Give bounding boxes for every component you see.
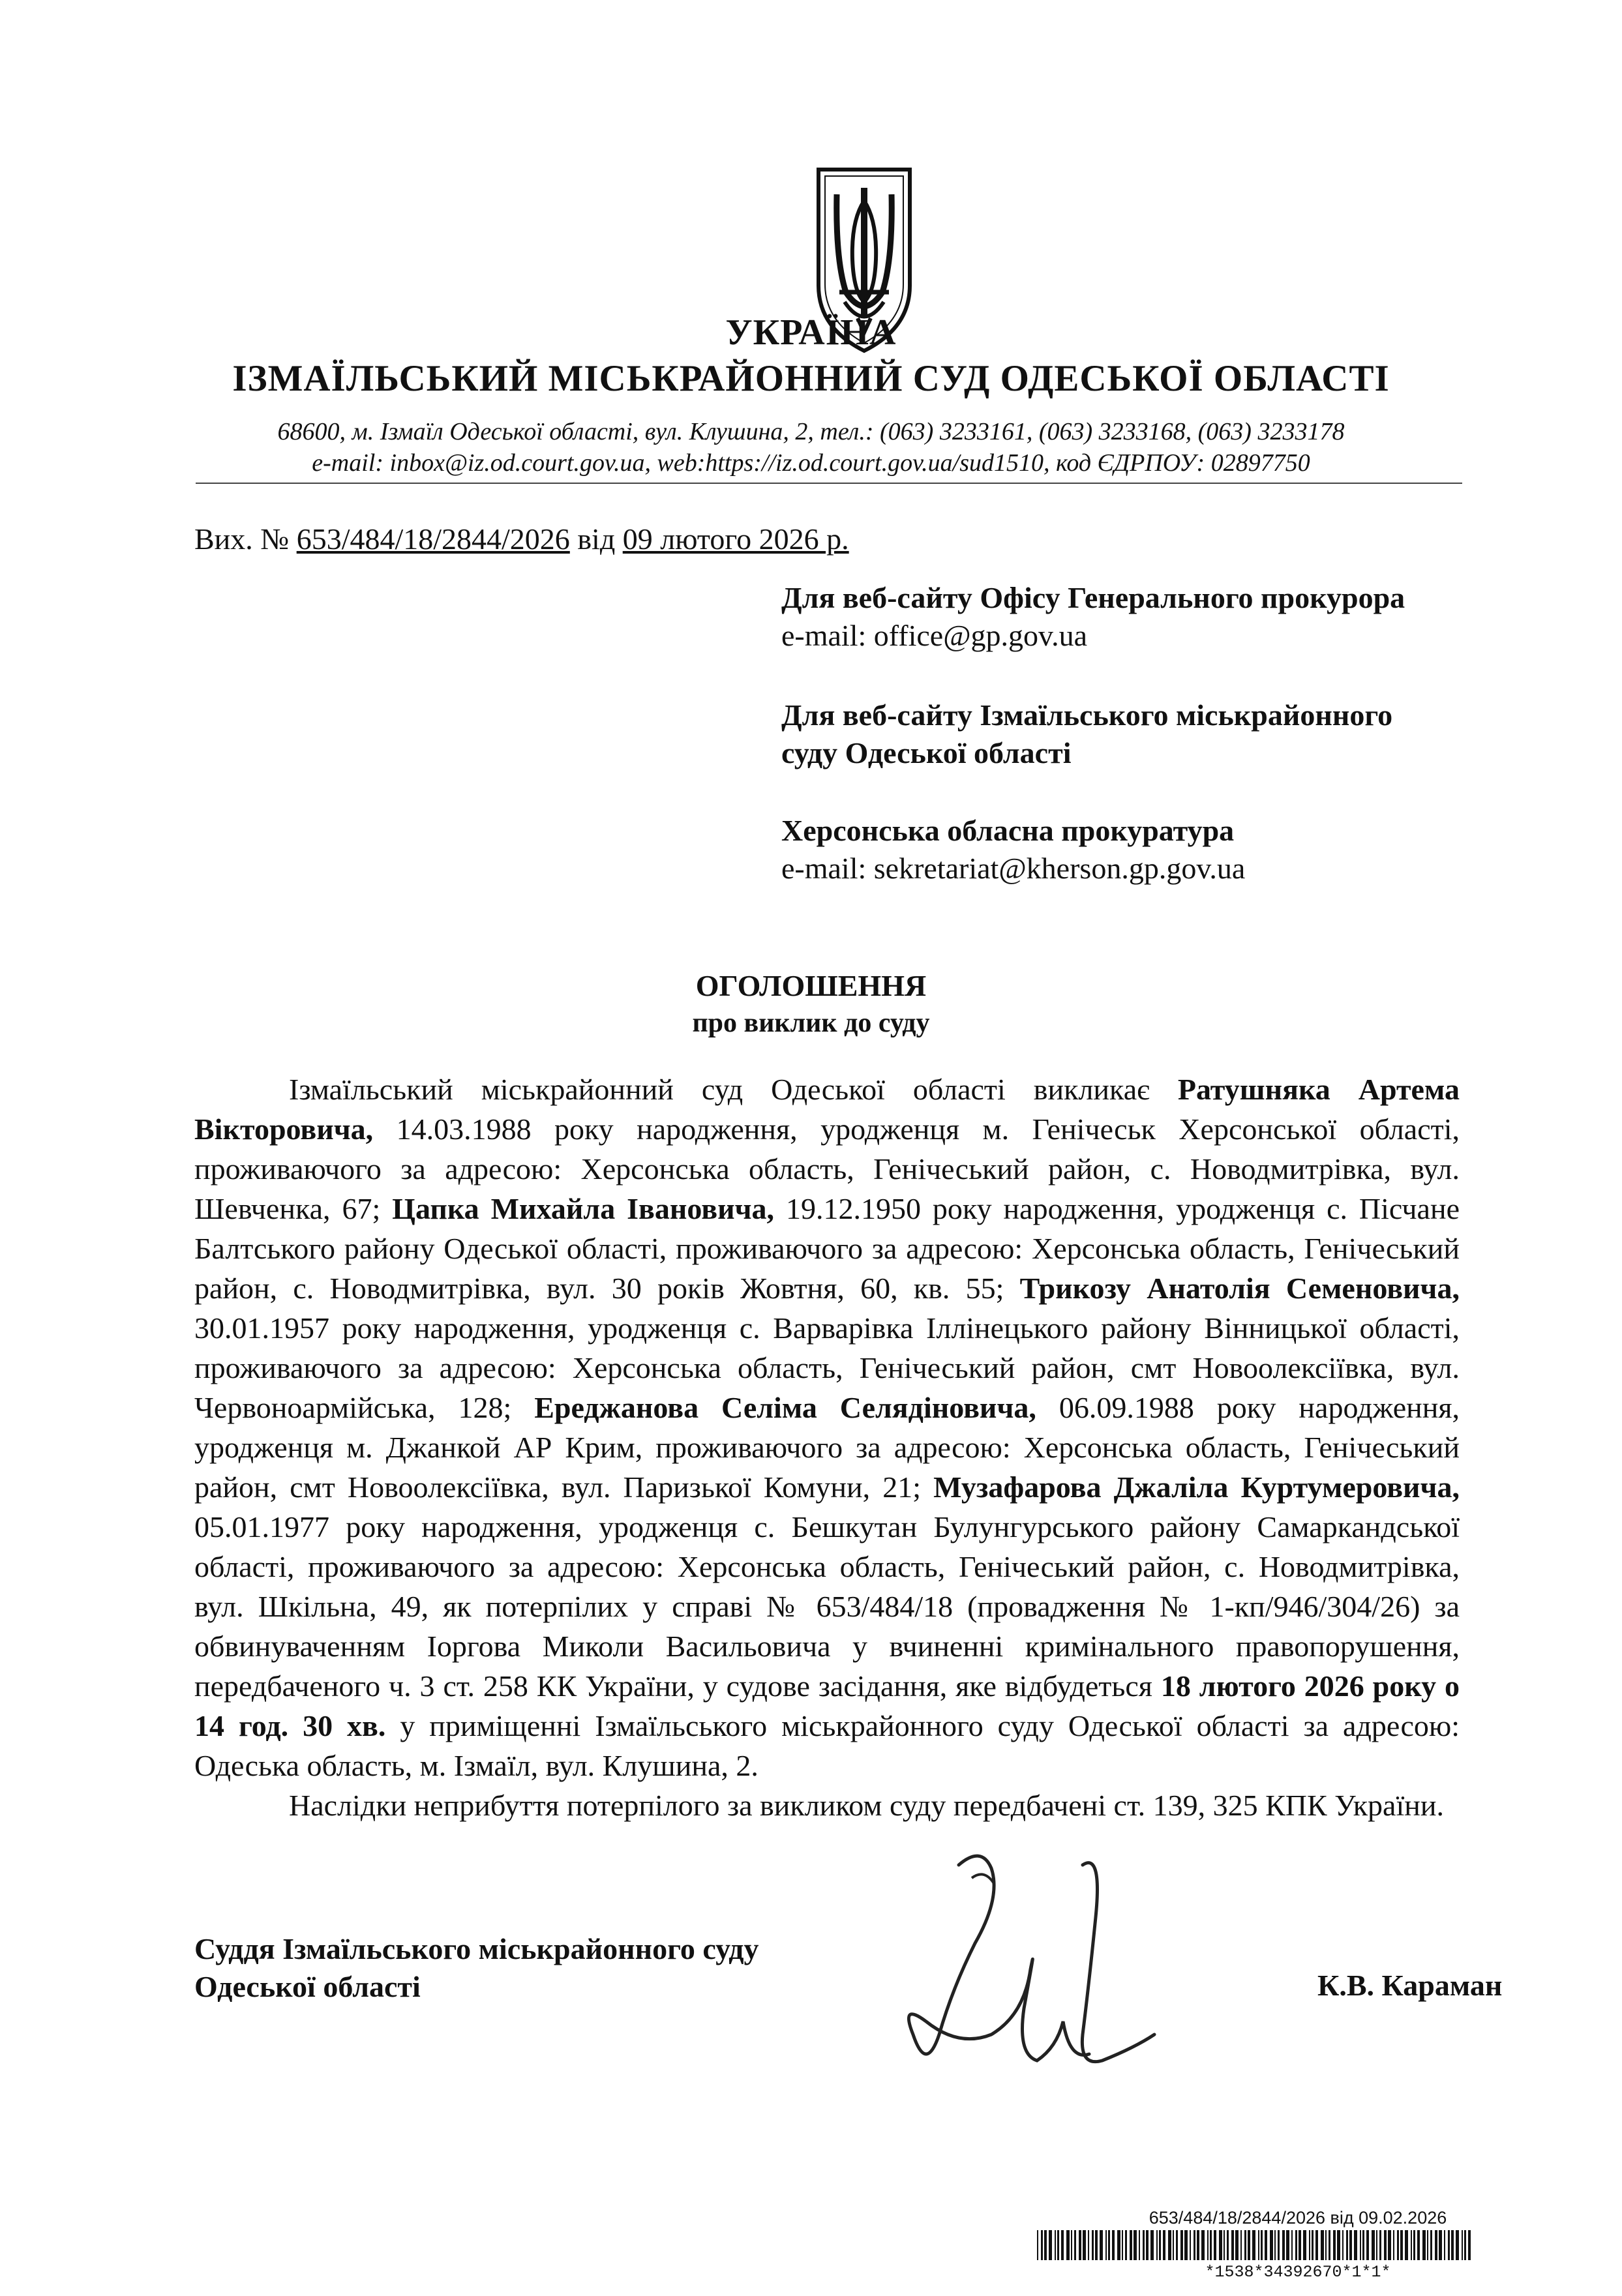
barcode-bar (1274, 2230, 1276, 2260)
person-name: Ереджанова Селіма Селядіновича, (534, 1391, 1036, 1424)
barcode-bar (1037, 2230, 1038, 2260)
barcode-bar (1270, 2230, 1273, 2260)
person-name: Трикозу Анатолія Семеновича, (1019, 1272, 1460, 1305)
barcode-bar (1417, 2230, 1420, 2260)
barcode-bar (1376, 2230, 1377, 2260)
announcement-title: ОГОЛОШЕННЯ (695, 969, 927, 1002)
person-details: 19.12.1950 року народження, уродженця с. Пісчане Балтського району Одеської області, проживаючого за адресою: Херсонська область, Генічеський район, с. Новодмитрівка, вул. 30 років Жовтня, 60, кв. 55; (194, 1192, 1460, 1305)
barcode-bar (1240, 2230, 1242, 2260)
barcode-bar (1143, 2230, 1145, 2260)
barcode-bar (1092, 2230, 1094, 2260)
barcode-bar (1309, 2230, 1310, 2260)
barcode-bar (1227, 2230, 1229, 2260)
barcode-bar (1079, 2230, 1081, 2260)
barcode-bar (1342, 2230, 1344, 2260)
barcode-bar (1210, 2230, 1212, 2260)
barcode-bar (1286, 2230, 1289, 2260)
barcode-bar (1315, 2230, 1318, 2260)
court-name-heading: ІЗМАЇЛЬСЬКИЙ МІСЬКРАЙОННИЙ СУД ОДЕСЬКОЇ ОБЛАСТІ (232, 358, 1390, 399)
barcode-bar (1278, 2230, 1280, 2260)
barcode-bar (1190, 2230, 1191, 2260)
barcode-bar (1252, 2230, 1255, 2260)
judge-title-line: Одеської області (194, 1970, 421, 2003)
barcode-bar (1235, 2230, 1239, 2260)
barcode-bar (1231, 2230, 1234, 2260)
person-details: 06.09.1988 року народження, уродженця м. Джанкой АР Крим, проживаючого за адресою: Херсонська область, Генічеський район, смт Новоолексіївка, вул. Паризької Комуни, 21; (194, 1391, 1460, 1504)
barcode-bar (1122, 2230, 1123, 2260)
addressee-email: e-mail: sekretariat@kherson.gp.gov.ua (781, 852, 1246, 885)
person-details: 14.03.1988 року народження, уродженця м. Генічеськ Херсонської області, проживаючого за адресою: Херсонська область, Генічеський район, с. Новодмитрівка, вул. Шевченка, 67; (194, 1112, 1460, 1225)
barcode-bar (1384, 2230, 1387, 2260)
registration-number: 653/484/18/2844/2026 від 09.02.2026 (1149, 2208, 1447, 2228)
barcode-bar (1197, 2230, 1199, 2260)
barcode-bar (1435, 2230, 1437, 2260)
addressee-kherson-prosecutor (781, 812, 1245, 887)
barcode-bar (1291, 2230, 1293, 2260)
court-contact-web: e-mail: inbox@iz.od.court.gov.ua, web:https://iz.od.court.gov.ua/sud1510, код ЄДРПОУ: 02897750 (312, 449, 1310, 477)
barcode-bar (1044, 2230, 1047, 2260)
barcode-bar (1071, 2230, 1072, 2260)
barcode-bar (1439, 2230, 1442, 2260)
barcode-bar (1112, 2230, 1115, 2260)
barcode-bar (1180, 2230, 1183, 2260)
barcode-bar (1413, 2230, 1415, 2260)
barcode-bar (1427, 2230, 1428, 2260)
barcode-bar (1325, 2230, 1327, 2260)
barcode-caption: *1538*34392670*1*1* (1205, 2263, 1391, 2282)
barcode-bar (1349, 2230, 1352, 2260)
person-name: Ратушняка Артема Вікторовича, (194, 1073, 1460, 1146)
outgoing-date: 09 лютого 2026 р. (622, 522, 849, 556)
barcode-bar (1207, 2230, 1209, 2260)
outgoing-number-line (194, 522, 849, 556)
barcode-bar (1379, 2230, 1381, 2260)
barcode-bar (1146, 2230, 1149, 2260)
barcode-bar (1360, 2230, 1361, 2260)
barcode-bar (1074, 2230, 1076, 2260)
barcode-bar (1100, 2230, 1103, 2260)
barcode-bar (1295, 2230, 1297, 2260)
body-paragraph-2: Наслідки неприбуття потерпілого за викликом суду передбачені ст. 139, 325 КПК України. (289, 1789, 1444, 1822)
hearing-datetime: 18 лютого 2026 року о 14 год. 30 хв. (194, 1669, 1460, 1742)
barcode-bar (1134, 2230, 1137, 2260)
outgoing-prefix: Вих. № (194, 522, 290, 556)
barcode-bar (1061, 2230, 1064, 2260)
person-name: Музафарова Джаліла Куртумеровича, (933, 1470, 1460, 1504)
outgoing-number: 653/484/18/2844/2026 (296, 522, 570, 556)
barcode-bar (1393, 2230, 1394, 2260)
barcode-bar (1184, 2230, 1188, 2260)
barcode-bar (1388, 2230, 1391, 2260)
outgoing-from: від (577, 522, 616, 556)
barcode-bar (1173, 2230, 1174, 2260)
barcode-bar (1041, 2230, 1043, 2260)
barcode-bar (1194, 2230, 1195, 2260)
barcode-bar (1244, 2230, 1246, 2260)
barcode-bar (1411, 2230, 1412, 2260)
announcement-subtitle: про виклик до суду (692, 1008, 930, 1038)
header-divider (196, 483, 1462, 484)
barcode-bar (1312, 2230, 1314, 2260)
barcode-bar (1150, 2230, 1154, 2260)
announcement-body (194, 1069, 1460, 1825)
barcode-bar (1456, 2230, 1459, 2260)
barcode-bar (1362, 2230, 1364, 2260)
barcode-bar (1299, 2230, 1301, 2260)
barcode-bar (1214, 2230, 1216, 2260)
judge-title-line: Суддя Ізмаїльського міськрайонного суду (194, 1932, 759, 1965)
barcode-bar (1095, 2230, 1098, 2260)
barcode-bar (1057, 2230, 1059, 2260)
barcode-bar (1321, 2230, 1324, 2260)
barcode-icon (1037, 2230, 1474, 2260)
addressee-court-website (781, 696, 1392, 772)
judge-name: К.В. Караман (1317, 1969, 1503, 2002)
barcode-bar (1066, 2230, 1070, 2260)
barcode-bar (1468, 2230, 1471, 2260)
addressee-name: Для веб-сайту Ізмаїльського міськрайонного (781, 698, 1393, 732)
barcode-bar (1156, 2230, 1158, 2260)
addressee-email: e-mail: office@gp.gov.ua (781, 619, 1087, 652)
barcode-bar (1430, 2230, 1432, 2260)
barcode-bar (1405, 2230, 1408, 2260)
barcode-bar (1400, 2230, 1403, 2260)
person-details: 30.01.1957 року народження, уродженця с. Варварівка Іллінецького району Вінницької області, проживаючого за адресою: Херсонська область, Генічеський район, смт Новоолексіївка, вул. Червоноармійська, 128; (194, 1311, 1460, 1424)
judge-title (194, 1930, 759, 2006)
barcode-bar (1303, 2230, 1306, 2260)
barcode-bar (1176, 2230, 1178, 2260)
addressee-prosecutor-general (781, 579, 1405, 655)
barcode-bar (1159, 2230, 1161, 2260)
body-paragraph-1 (194, 1069, 1460, 1785)
barcode-bar (1163, 2230, 1165, 2260)
barcode-bar (1105, 2230, 1107, 2260)
barcode-bar (1444, 2230, 1445, 2260)
barcode-bar (1083, 2230, 1086, 2260)
barcode-bar (1282, 2230, 1285, 2260)
barcode-bar (1366, 2230, 1369, 2260)
court-contact-address: 68600, м. Ізмаїл Одеської області, вул. Клушина, 2, тел.: (063) 3233161, (063) 3233168, (063) 3233178 (277, 418, 1345, 445)
barcode-bar (1464, 2230, 1466, 2260)
addressee-name-cont: суду Одеської області (781, 736, 1072, 769)
body-intro: Ізмаїльський міськрайонний суд Одеської області викликає (289, 1073, 1178, 1106)
barcode-bar (1261, 2230, 1263, 2260)
person-name: Цапка Михайла Івановича, (392, 1192, 775, 1225)
barcode-bar (1462, 2230, 1463, 2260)
barcode-bar (1055, 2230, 1056, 2260)
barcode-bar (1219, 2230, 1222, 2260)
barcode-bar (1329, 2230, 1330, 2260)
barcode-bar (1333, 2230, 1336, 2260)
barcode-bar (1108, 2230, 1110, 2260)
barcode-bar (1448, 2230, 1450, 2260)
person-details: 05.01.1977 року народження, уродженця с. Бешкутан Булунгурського району Самаркандської області, проживаючого за адресою: Херсонська область, Генічеський район, с. Новодмитрівка, вул. Шкільна, 49, як потерпілих у справі № 653/484/18 (провадження № 1-кп/946/304/26) за обвинуваченням Іоргова Миколи Васильовича у вчиненні кримінального правопорушення, передбаченого ч. 3 ст. 258 КК України, у судове засідання, яке відбудеться (194, 1510, 1460, 1703)
barcode-bar (1372, 2230, 1375, 2260)
barcode-bar (1397, 2230, 1399, 2260)
barcode-bar (1422, 2230, 1426, 2260)
barcode-bar (1125, 2230, 1127, 2260)
handwritten-signature (861, 1839, 1200, 2139)
addressee-name: Херсонська обласна прокуратура (781, 814, 1235, 847)
barcode-bar (1201, 2230, 1205, 2260)
barcode-bar (1337, 2230, 1340, 2260)
barcode-bar (1088, 2230, 1089, 2260)
barcode-bar (1130, 2230, 1132, 2260)
barcode-bar (1354, 2230, 1357, 2260)
country-heading: УКРАЇНА (725, 312, 897, 353)
barcode-bar (1258, 2230, 1259, 2260)
barcode-bar (1248, 2230, 1250, 2260)
barcode-bar (1168, 2230, 1171, 2260)
barcode-bar (1049, 2230, 1052, 2260)
addressee-name: Для веб-сайту Офісу Генерального прокурора (781, 581, 1405, 614)
barcode-bar (1117, 2230, 1120, 2260)
barcode-bar (1265, 2230, 1267, 2260)
hearing-location: у приміщенні Ізмаїльського міськрайонного суду Одеської області за адресою: Одеська область, м. Ізмаїл, вул. Клушина, 2. (194, 1709, 1460, 1782)
barcode-bar (1224, 2230, 1225, 2260)
barcode-bar (1346, 2230, 1348, 2260)
barcode-bar (1139, 2230, 1140, 2260)
barcode-bar (1451, 2230, 1454, 2260)
